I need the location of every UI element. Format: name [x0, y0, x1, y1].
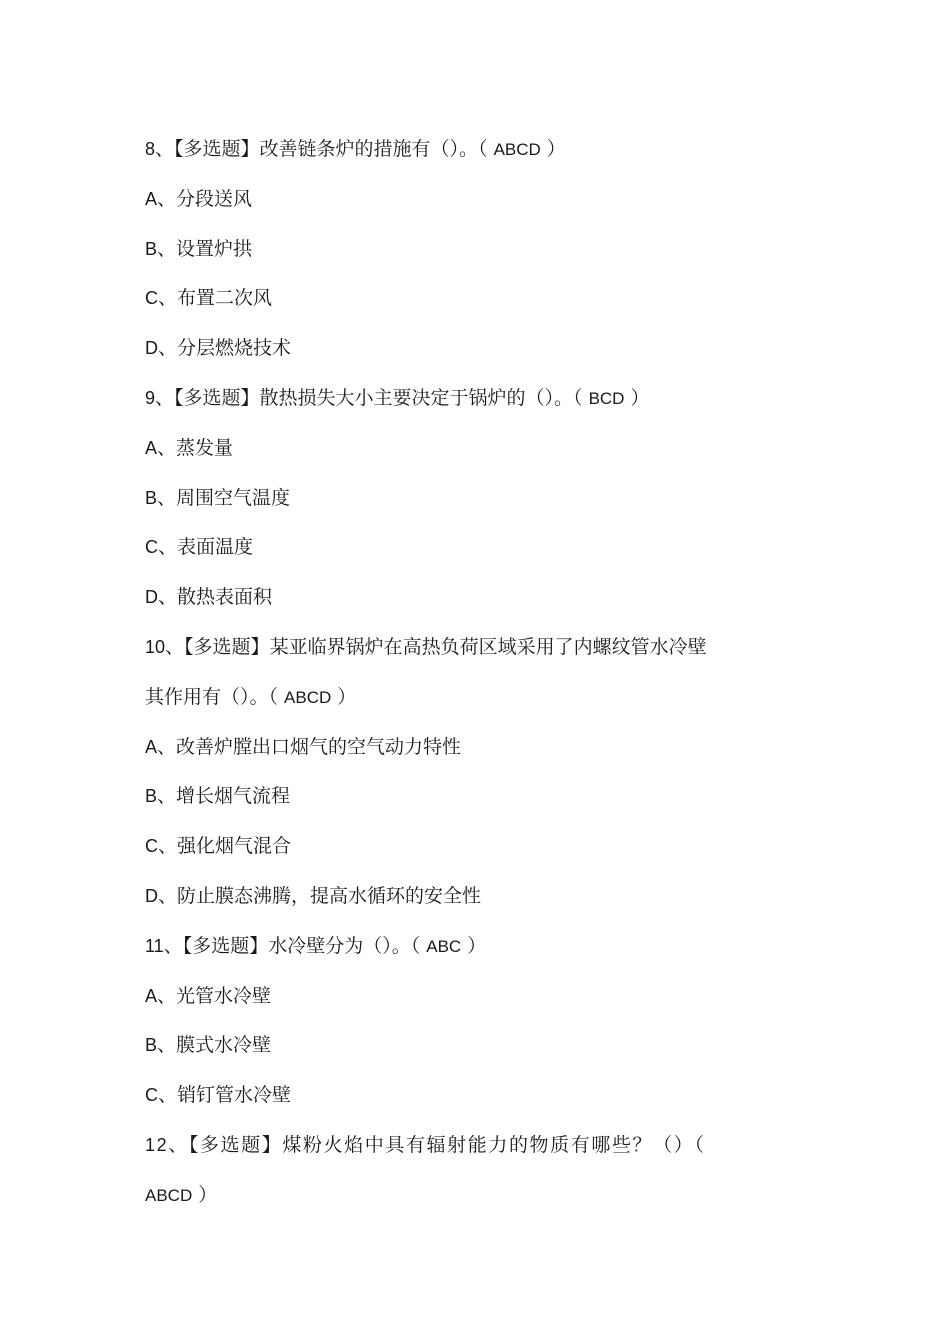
option-letter: B [145, 487, 158, 508]
question-type: 【多选题】 [182, 934, 269, 957]
option-letter: B [145, 1035, 158, 1056]
option-separator: 、 [158, 884, 178, 907]
document-page [145, 125, 815, 1221]
question-9 [145, 374, 815, 424]
question-separator: 、 [155, 138, 175, 160]
question-12-continued [145, 1171, 815, 1221]
option-letter: C [145, 1085, 158, 1106]
option-text: 增长烟气流程 [176, 785, 291, 808]
question-type: 【多选题】 [174, 138, 260, 160]
option-text: 分层燃烧技术 [177, 337, 292, 360]
option-separator: 、 [158, 287, 178, 310]
option-separator: 、 [157, 785, 177, 808]
question-number: 11 [145, 935, 164, 956]
option-c [145, 274, 815, 324]
option-text: 改善炉膛出口烟气的空气动力特性 [176, 735, 462, 758]
question-11 [145, 922, 815, 972]
question-answer: ABCD [493, 140, 541, 159]
option-a [145, 723, 815, 773]
option-b [145, 1021, 815, 1071]
option-letter: D [145, 885, 158, 906]
question-text: 散热损失大小主要决定于锅炉的（）。（ [259, 386, 583, 409]
question-text: 改善链条炉的措施有（）。（ [259, 138, 488, 160]
option-separator: 、 [158, 1084, 178, 1107]
question-close: ） [337, 685, 357, 708]
option-letter: C [145, 288, 158, 309]
option-d [145, 324, 815, 374]
question-type: 【多选题】 [174, 386, 260, 409]
option-separator: 、 [157, 187, 177, 210]
option-letter: A [145, 736, 158, 757]
option-separator: 、 [157, 1034, 177, 1057]
option-text: 设置炉拱 [176, 237, 253, 260]
question-close: ） [546, 138, 566, 160]
option-letter: A [145, 985, 158, 1006]
question-text-continued: 其作用有（）。（ [145, 685, 279, 708]
option-a [145, 972, 815, 1022]
option-text: 销钉管水冷壁 [177, 1084, 292, 1107]
option-text: 膜式水冷壁 [176, 1034, 272, 1057]
question-answer: ABC [426, 936, 462, 956]
option-letter: B [145, 786, 158, 807]
question-text: 某亚临界锅炉在高热负荷区域采用了内螺纹管水冷壁 [269, 635, 707, 658]
option-text: 分段送风 [176, 187, 253, 210]
option-d [145, 872, 815, 922]
option-b [145, 225, 815, 275]
option-letter: A [145, 188, 158, 209]
option-text: 散热表面积 [177, 586, 273, 609]
option-text: 蒸发量 [176, 436, 234, 459]
option-separator: 、 [157, 735, 177, 758]
question-10 [145, 623, 815, 673]
option-c [145, 523, 815, 573]
option-separator: 、 [157, 984, 177, 1007]
option-letter: A [145, 437, 158, 458]
option-letter: C [145, 836, 158, 857]
option-d [145, 573, 815, 623]
question-close: ） [630, 386, 650, 409]
question-type: 【多选题】 [188, 1133, 283, 1156]
question-separator: 、 [155, 386, 175, 409]
question-separator: 、 [168, 1133, 189, 1156]
question-10-continued [145, 673, 815, 723]
question-number: 12 [145, 1134, 169, 1155]
question-number: 9 [145, 387, 156, 408]
option-c [145, 822, 815, 872]
option-text: 光管水冷壁 [176, 984, 272, 1007]
option-separator: 、 [157, 436, 177, 459]
question-close: ） [198, 1183, 218, 1206]
question-answer: BCD [588, 388, 625, 408]
option-b [145, 772, 815, 822]
question-text: 煤粉火焰中具有辐射能力的物质有哪些？（）（ [282, 1133, 706, 1156]
question-close: ） [467, 934, 487, 957]
option-separator: 、 [158, 835, 178, 858]
question-separator: 、 [165, 635, 185, 658]
option-text: 表面温度 [177, 536, 254, 559]
option-letter: D [145, 587, 158, 608]
option-letter: B [145, 238, 158, 259]
option-c [145, 1071, 815, 1121]
option-separator: 、 [158, 586, 178, 609]
option-separator: 、 [157, 237, 177, 260]
option-separator: 、 [158, 337, 178, 360]
option-text: 防止膜态沸腾，提高水循环的安全性 [177, 884, 482, 907]
option-separator: 、 [158, 536, 178, 559]
question-8 [145, 125, 815, 175]
option-b [145, 474, 815, 524]
question-number: 8 [145, 139, 156, 159]
question-12 [145, 1121, 815, 1171]
question-answer: ABCD [284, 687, 332, 707]
option-letter: D [145, 338, 158, 359]
option-text: 布置二次风 [177, 287, 273, 310]
question-number: 10 [145, 636, 166, 657]
option-a [145, 175, 815, 225]
question-answer: ABCD [145, 1185, 193, 1205]
option-a [145, 424, 815, 474]
option-text: 强化烟气混合 [177, 835, 292, 858]
question-type: 【多选题】 [184, 635, 270, 658]
option-text: 周围空气温度 [176, 486, 291, 509]
question-text: 水冷壁分为（）。（ [268, 934, 421, 957]
option-letter: C [145, 537, 158, 558]
question-separator: 、 [163, 934, 183, 957]
option-separator: 、 [157, 486, 177, 509]
